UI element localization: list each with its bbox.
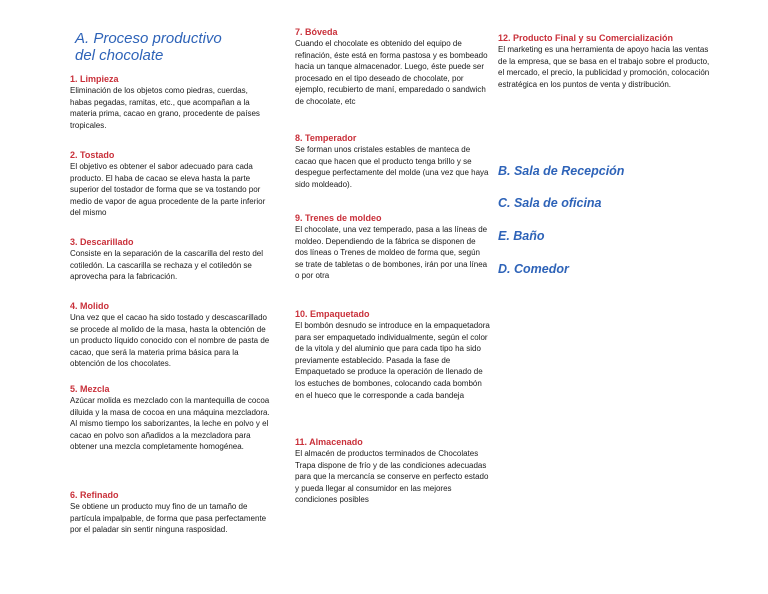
step-descarillado <box>70 236 270 283</box>
step-heading: 2. Tostado <box>70 150 115 160</box>
step-body: El marketing es una herramienta de apoyo hacia las ventas de la empresa, que se basa en el trabajo sobre el producto, el mercado, el precio, la publicidad y promoción, colocación estratégica en los puntos de venta y distribución. <box>498 45 710 89</box>
step-mezcla <box>70 383 270 453</box>
step-body: El bombón desnudo se introduce en la empaquetadora para ser empaquetado individualmente, según el color de la vitola y del aluminio que para cada tipo ha sido previamente establecido. Pasada la fase de Empaquetado se produce la operación de llenado de los estuches de bombones, colocando cada bombón en el hueco que le corresponde a cada bandeja <box>295 321 490 400</box>
room-bano: E. Baño <box>498 229 545 243</box>
step-body: Se forman unos cristales estables de manteca de cacao que hacen que el producto tenga brillo y se despegue perfectamente del molde (una vez que haya sido moldeado). <box>295 145 489 189</box>
step-heading: 9. Trenes de moldeo <box>295 213 382 223</box>
step-body: Cuando el chocolate es obtenido del equipo de refinación, éste está en forma pastosa y es bombeado hacia un tanque almacenador. Luego, éste puede ser procesado en el tipo deseado de chocolate, por ejemplo, recubierto de maní, emparedado o sandwich de chocolate, etc <box>295 39 488 106</box>
step-body: Azúcar molida es mezclado con la mantequilla de cocoa diluida y la masa de cocoa en una máquina mezcladora. Al mismo tiempo los saborizantes, la leche en polvo y el cacao en polvo son añadidos a la mezcladora para obtener una mezcla completamente homogénea. <box>70 396 270 452</box>
step-heading: 6. Refinado <box>70 490 119 500</box>
step-body: Eliminación de los objetos como piedras, cuerdas, habas pegadas, ramitas, etc., que acompañan a la materia prima, cacao en grano, procedente de países tropicales. <box>70 86 260 130</box>
step-trenes-de-moldeo <box>295 212 490 282</box>
step-heading: 10. Empaquetado <box>295 309 370 319</box>
room-recepcion: B. Sala de Recepción <box>498 164 625 178</box>
page-title <box>75 30 275 64</box>
page-title-line-1: A. Proceso productivo <box>75 30 222 47</box>
step-producto-final <box>498 32 716 90</box>
step-body: Una vez que el cacao ha sido tostado y descascarillado se procede al molido de la masa, hasta la obtención de un producto líquido conocido con el nombre de pasta de cacao, que será la materia prima básica para la obtención de los chocolates. <box>70 313 270 369</box>
step-body: Se obtiene un producto muy fino de un tamaño de partícula impalpable, de forma que pasa perfectamente por el paladar sin sentir ninguna rasposidad. <box>70 502 267 535</box>
step-heading: 3. Descarillado <box>70 237 134 247</box>
step-molido <box>70 300 270 370</box>
step-heading: 12. Producto Final y su Comercialización <box>498 33 674 43</box>
step-refinado <box>70 489 270 536</box>
step-body: El almacén de productos terminados de Chocolates Trapa dispone de frío y de las condiciones adecuadas para que la mercancía se conserve en perfecto estado y pueda llegar al consumidor en las mejores condiciones posibles <box>295 449 489 505</box>
step-tostado <box>70 149 270 219</box>
step-heading: 5. Mezcla <box>70 384 110 394</box>
step-limpieza <box>70 73 270 131</box>
step-boveda <box>295 26 490 108</box>
step-heading: 8. Temperador <box>295 133 357 143</box>
step-heading: 11. Almacenado <box>295 437 363 447</box>
room-comedor: D. Comedor <box>498 262 569 276</box>
step-temperador <box>295 132 490 190</box>
step-almacenado <box>295 436 490 506</box>
step-body: El chocolate, una vez temperado, pasa a las líneas de moldeo. Dependiendo de la fábrica se disponen de dos líneas o Trenes de moldeo de forma que, según se trate de tabletas o de bombones, irán por una línea o por otra <box>295 225 488 281</box>
step-empaquetado <box>295 308 490 401</box>
room-oficina: C. Sala de oficina <box>498 196 602 210</box>
step-heading: 7. Bóveda <box>295 27 338 37</box>
step-body: El objetivo es obtener el sabor adecuado para cada producto. El haba de cacao se eleva hasta la parte superior del tostador de forma que se va tostando por medio de vapor de agua procedente de la parte inferior del mismo <box>70 162 266 218</box>
step-body: Consiste en la separación de la cascarilla del resto del cotiledón. La cascarilla se rechaza y el cotiledón se aprovecha para la fabricación. <box>70 249 263 282</box>
step-heading: 1. Limpieza <box>70 74 119 84</box>
page-title-line-2: del chocolate <box>75 47 164 64</box>
step-heading: 4. Molido <box>70 301 109 311</box>
